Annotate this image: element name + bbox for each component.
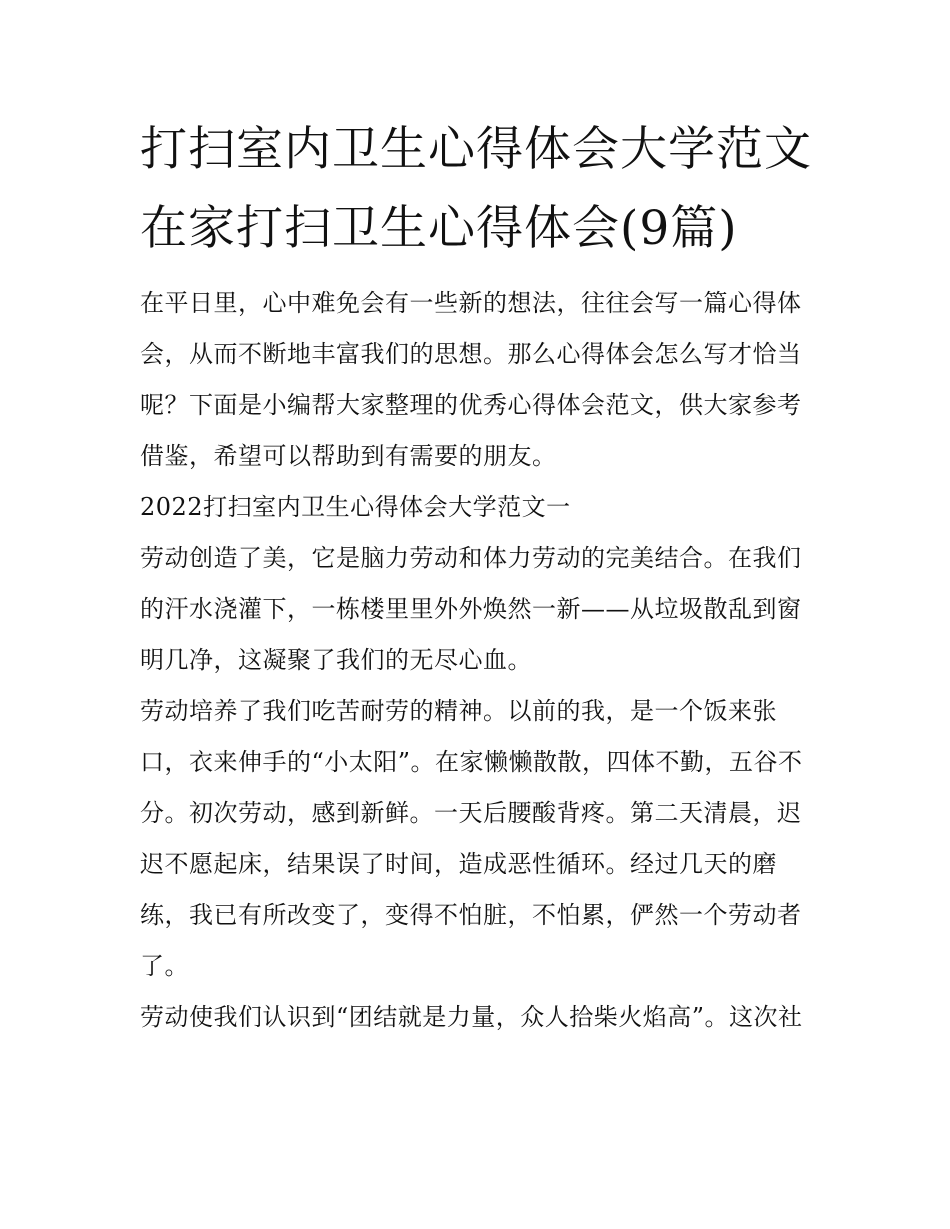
body-paragraph: 劳动培养了我们吃苦耐劳的精神。以前的我，是一个饭来张口，衣来伸手的“小太阳”。在家懒懒散散，四体不勤，五谷不分。初次劳动，感到新鲜。一天后腰酸背疼。第二天清晨，迟迟不愿起床，结果误了时间，造成恶性循环。经过几天的磨练，我已有所改变了，变得不怕脏，不怕累，俨然一个劳动者了。 bbox=[140, 697, 803, 980]
body-paragraph: 劳动使我们认识到“团结就是力量，众人拾柴火焰高”。这次社 bbox=[140, 1003, 803, 1031]
section-heading: 2022打扫室内卫生心得体会大学范文一 bbox=[140, 493, 571, 521]
document-title: 打扫室内卫生心得体会大学范文 在家打扫卫生心得体会(9篇) bbox=[140, 122, 812, 256]
intro-paragraph: 在平日里，心中难免会有一些新的想法，往往会写一篇心得体会，从而不断地丰富我们的思想。那么心得体会怎么写才恰当呢？下面是小编帮大家整理的优秀心得体会范文，供大家参考借鉴，希望可以帮助到有需要的朋友。 bbox=[140, 289, 802, 470]
document-body bbox=[140, 110, 820, 1043]
body-paragraph: 劳动创造了美，它是脑力劳动和体力劳动的完美结合。在我们的汗水浇灌下，一栋楼里里外外焕然一新——从垃圾散乱到窗明几净，这凝聚了我们的无尽心血。 bbox=[140, 544, 802, 674]
